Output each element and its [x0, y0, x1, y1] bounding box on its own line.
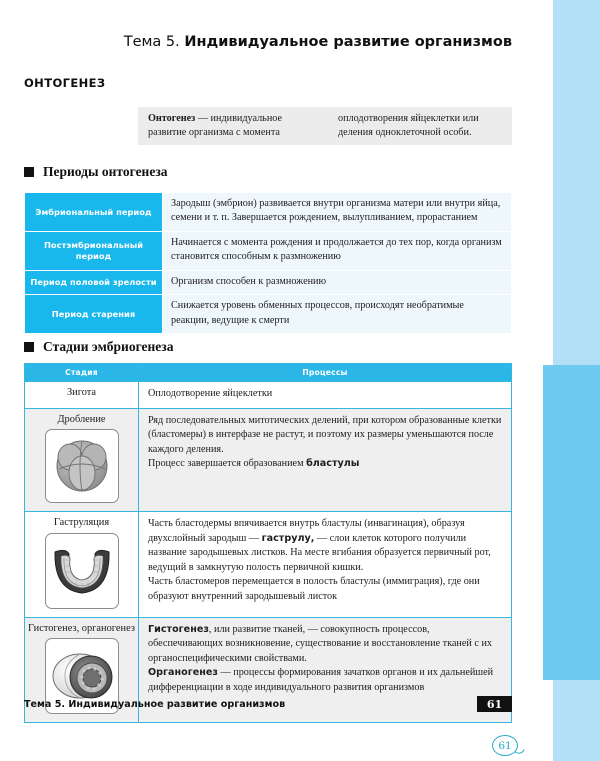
process-bold-term: Органогенез: [148, 667, 218, 679]
process-cell-gastrulation: [139, 512, 512, 618]
process-text: Ряд последовательных митотических делений, при котором образованные клетки (бластомеры) в интерфазе не растут, и поэтому их размеры уменьшаются после каждого деления.: [148, 414, 502, 455]
periods-table: [24, 192, 512, 334]
process-cell-cleavage: [139, 408, 512, 512]
stage-cell-cleavage: [25, 408, 139, 512]
period-name-cell: Период старения: [25, 295, 163, 334]
right-edge-bar-bottom: [553, 680, 600, 761]
definition-term: Онтогенез: [148, 113, 196, 125]
process-bold-term: Гистогенез: [148, 623, 209, 635]
embryogenesis-table-head: [25, 364, 512, 382]
process-text: Часть бластомеров перемещается в полость бластулы (иммиграция), где они образуют внутренний зародышевый листок: [148, 576, 480, 602]
gastrula-cup-icon: [50, 542, 114, 600]
subsection-heading-embryogenesis-label: Стадии эмбриогенеза: [43, 339, 174, 354]
process-text: Оплодотворение яйцеклетки: [148, 388, 273, 399]
stage-label: Гаструляция: [53, 517, 110, 529]
period-description-cell: Начинается с момента рождения и продолжается до тех пор, когда организм становится способным к размножению: [163, 231, 512, 270]
table-row: [25, 512, 512, 618]
process-text: — процессы формирования зачатков органов и их дальнейшей дифференциации в ходе индивидуального развития организмов: [148, 667, 494, 693]
table-row: [25, 231, 512, 270]
square-bullet-icon: [24, 167, 34, 177]
process-cell-zygote: [139, 382, 512, 409]
table-row: [25, 295, 512, 334]
period-name-cell: Постэмбриональный период: [25, 231, 163, 270]
definition-left-text: — индивидуальное развитие организма с момента: [148, 113, 283, 138]
blastomere-cluster-icon: [51, 437, 113, 495]
page-number-badge: 61: [477, 696, 512, 712]
definition-right-column: оплодотворения яйцеклетки или деления одноклеточной особи.: [338, 113, 479, 138]
embryogenesis-table: [24, 363, 512, 723]
page-title-main: Индивидуальное развитие организмов: [184, 34, 512, 50]
stage-label: Зигота: [66, 387, 97, 398]
definition-box: [138, 107, 512, 145]
embryo-cross-section-icon: [50, 647, 114, 705]
column-header-processes: Процессы: [139, 364, 512, 382]
stage-label: Гистогенез, органогенез: [28, 622, 135, 634]
table-row: [25, 408, 512, 512]
period-description-cell: Организм способен к размножению: [163, 270, 512, 294]
page-title: [0, 34, 512, 50]
footer-topic-text: Тема 5. Индивидуальное развитие организмов: [24, 699, 286, 710]
process-text: — слои клеток которого получили название зародышевых листков. На месте вгибания образуется первичный рот, ведущий в замкнутую полость первичной кишки.: [148, 532, 491, 573]
subsection-heading-periods: [24, 164, 168, 180]
periods-table-body: [25, 193, 512, 334]
section-label-ontogenesis: ОНТОГЕНЕЗ: [24, 76, 106, 90]
table-row: [25, 193, 512, 232]
period-description-cell: Зародыш (эмбрион) развивается внутри организма матери или внутри яйца, семени и т. п. Завершается рождением, вылупливанием, прорастанием: [163, 193, 512, 232]
table-row: [25, 382, 512, 409]
page-number-watermark: 61: [492, 735, 518, 756]
period-name-cell: Период половой зрелости: [25, 270, 163, 294]
stage-label: Дробление: [57, 413, 106, 425]
definition-left-column: [138, 112, 322, 140]
page-title-lead: Тема 5.: [123, 34, 180, 50]
process-text: Процесс завершается образованием: [148, 458, 307, 470]
process-text: , или развитие тканей, — совокупность процессов, обеспечивающих возникновение, существование и восстановление тканей с их органоспецифическими свойствами.: [148, 623, 492, 664]
square-bullet-icon: [24, 342, 34, 352]
subsection-heading-periods-label: Периоды онтогенеза: [43, 164, 168, 179]
blastomere-cluster-figure: [45, 429, 119, 503]
stage-cell-zygote: [25, 382, 139, 409]
process-text: Часть бластодермы впячивается внутрь бластулы (инвагинация), образуя двухслойный зародыш —: [148, 518, 465, 544]
gastrula-cup-figure: [45, 533, 119, 609]
period-description-cell: Снижается уровень обменных процессов, происходят необратимые реакции, ведущие к смерти: [163, 295, 512, 334]
right-edge-bar-top: [553, 0, 600, 365]
stage-cell-gastrulation: [25, 512, 139, 618]
right-edge-bar-middle: [543, 365, 600, 680]
subsection-heading-embryogenesis: [24, 339, 173, 355]
process-bold-term: гаструлу,: [261, 532, 315, 544]
embryogenesis-table-body: [25, 382, 512, 723]
table-row: [25, 270, 512, 294]
table-header-row: [25, 364, 512, 382]
process-bold-term: бластулы: [306, 458, 360, 470]
column-header-stage: Стадия: [25, 364, 139, 382]
period-name-cell: Эмбриональный период: [25, 193, 163, 232]
